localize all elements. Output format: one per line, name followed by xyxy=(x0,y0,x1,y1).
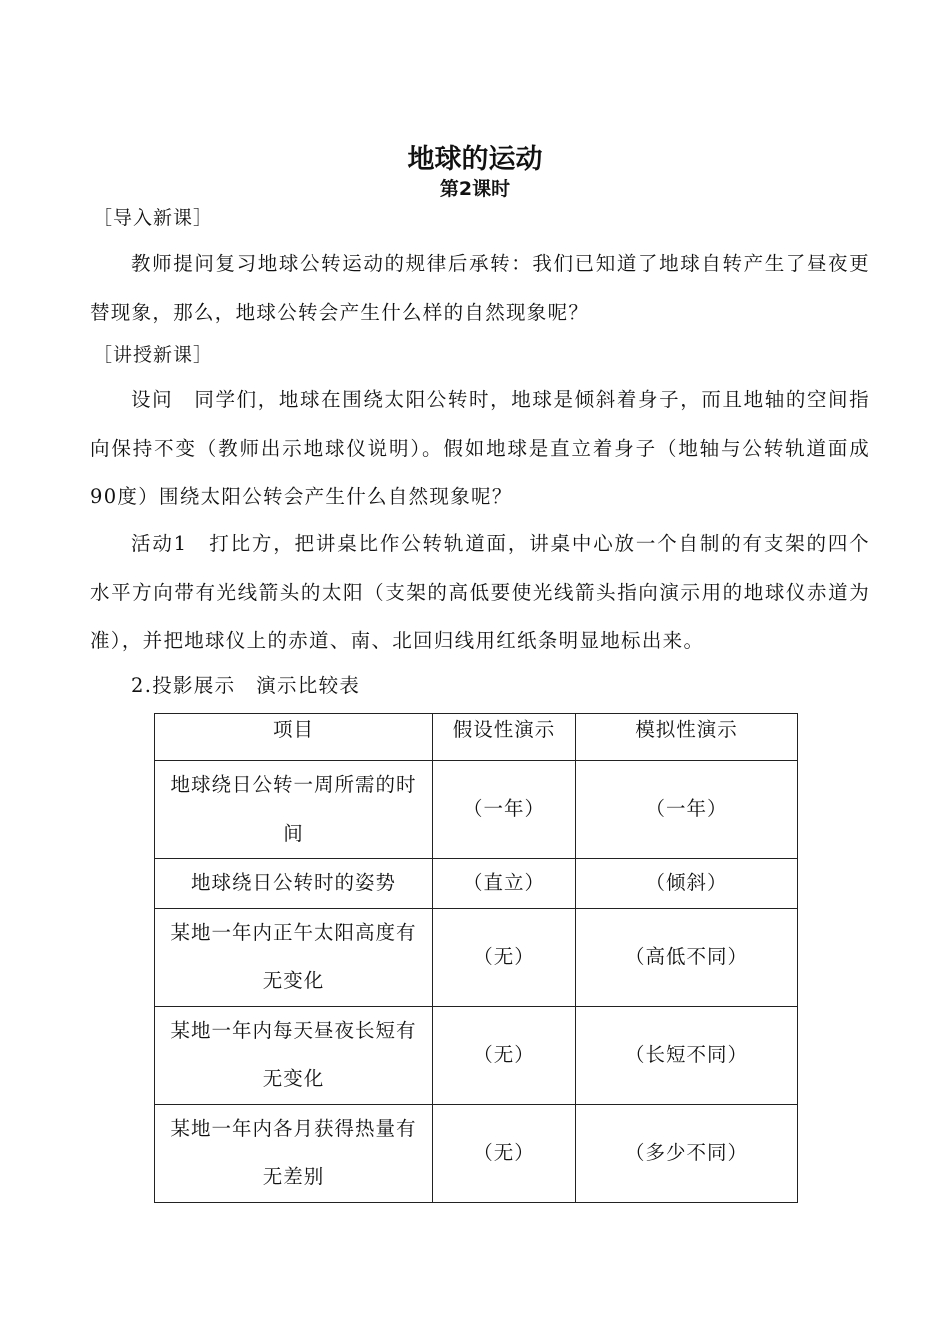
row-hypothetical: （直立） xyxy=(433,859,576,909)
table-row xyxy=(155,761,798,859)
row-simulated: （多少不同） xyxy=(576,1104,798,1202)
header-simulated: 模拟性演示 xyxy=(576,714,798,761)
question-paragraph: 设问 同学们，地球在围绕太阳公转时，地球是倾斜着身子，而且地轴的空间指向保持不变（教师出示地球仪说明）。假如地球是直立着身子（地轴与公转轨道面成90度）围绕太阳公转会产生什么自然现象呢？ xyxy=(90,388,870,508)
row-item: 地球绕日公转时的姿势 xyxy=(155,859,433,909)
row-item: 地球绕日公转一周所需的时间 xyxy=(155,761,433,859)
teach-section-label: ［讲授新课］ xyxy=(93,344,214,366)
table-header-row xyxy=(155,714,798,761)
page-subtitle: 第2课时 xyxy=(439,178,511,200)
table-row xyxy=(155,908,798,1006)
row-simulated: （高低不同） xyxy=(576,908,798,1006)
table-row xyxy=(155,1006,798,1104)
row-hypothetical: （一年） xyxy=(433,761,576,859)
row-item: 某地一年内正午太阳高度有无变化 xyxy=(155,908,433,1006)
page-title: 地球的运动 xyxy=(407,144,543,175)
table-row xyxy=(155,859,798,909)
header-hypothetical: 假设性演示 xyxy=(433,714,576,761)
comparison-table xyxy=(154,713,798,1203)
row-item: 某地一年内各月获得热量有无差别 xyxy=(155,1104,433,1202)
intro-section-label: ［导入新课］ xyxy=(93,207,214,229)
projection-heading: 2.投影展示 演示比较表 xyxy=(131,674,361,697)
row-hypothetical: （无） xyxy=(433,908,576,1006)
intro-paragraph: 教师提问复习地球公转运动的规律后承转：我们已知道了地球自转产生了昼夜更替现象，那么，地球公转会产生什么样的自然现象呢？ xyxy=(90,252,870,324)
row-simulated: （倾斜） xyxy=(576,859,798,909)
row-simulated: （长短不同） xyxy=(576,1006,798,1104)
header-item: 项目 xyxy=(155,714,433,761)
row-simulated: （一年） xyxy=(576,761,798,859)
row-item: 某地一年内每天昼夜长短有无变化 xyxy=(155,1006,433,1104)
row-hypothetical: （无） xyxy=(433,1006,576,1104)
activity-paragraph: 活动1 打比方，把讲桌比作公转轨道面，讲桌中心放一个自制的有支架的四个水平方向带有光线箭头的太阳（支架的高低要使光线箭头指向演示用的地球仪赤道为准），并把地球仪上的赤道、南、北回归线用红纸条明显地标出来。 xyxy=(90,532,870,652)
row-hypothetical: （无） xyxy=(433,1104,576,1202)
table-row xyxy=(155,1104,798,1202)
